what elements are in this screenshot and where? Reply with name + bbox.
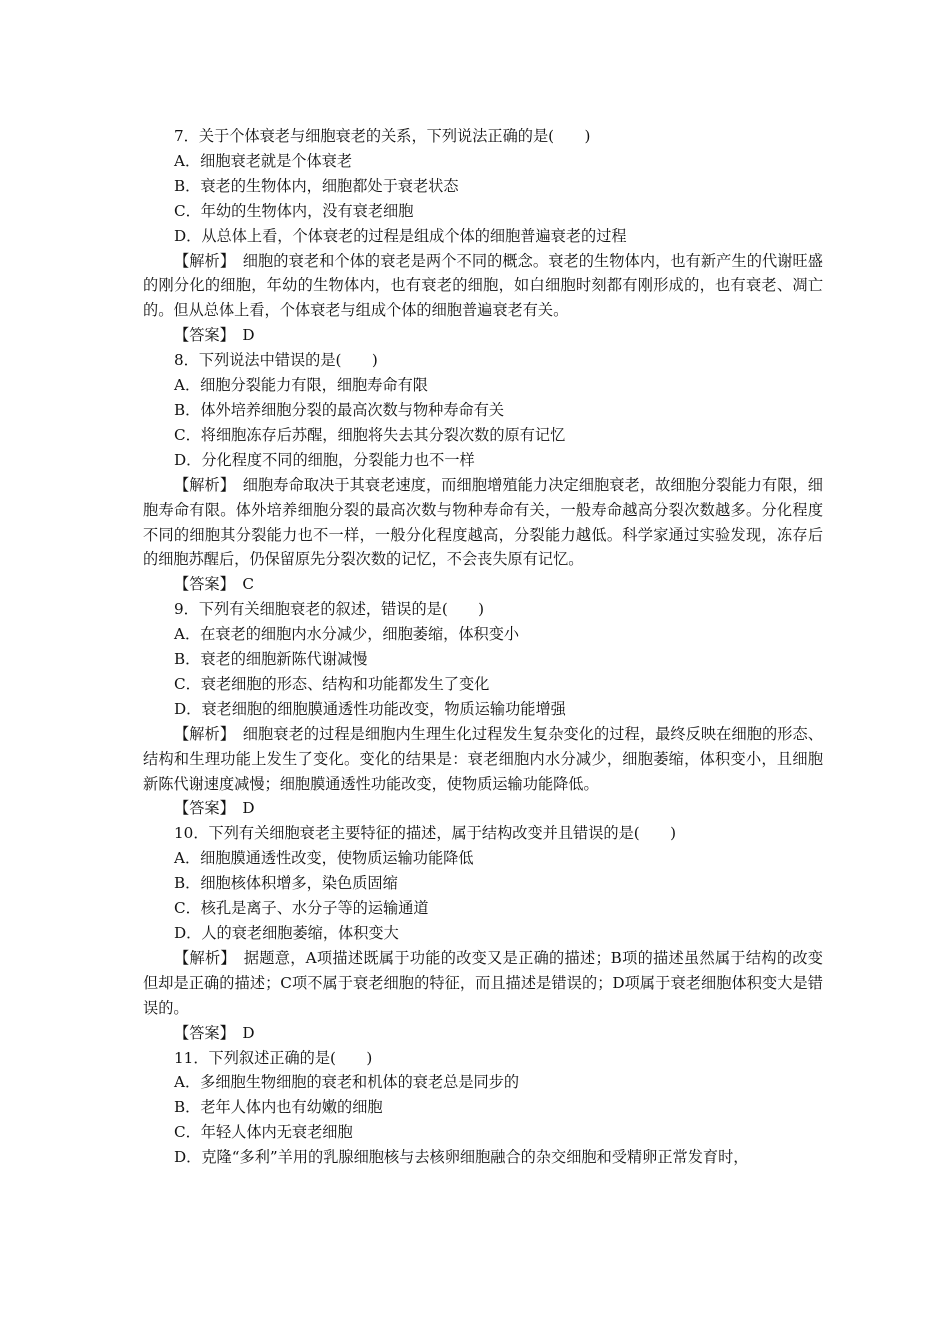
option-a: A．细胞膜通透性改变，使物质运输功能降低 (174, 849, 474, 868)
option-b: B．细胞核体积增多，染色质固缩 (174, 874, 398, 893)
question-stem: 9．下列有关细胞衰老的叙述，错误的是( ) (174, 600, 485, 619)
option-a: A．细胞分裂能力有限，细胞寿命有限 (174, 376, 428, 395)
option-a: A．细胞衰老就是个体衰老 (174, 151, 353, 170)
option-b: B．衰老的细胞新陈代谢减慢 (174, 650, 368, 669)
option-c: C．核孔是离子、水分子等的运输通道 (174, 899, 429, 918)
option-b: B．体外培养细胞分裂的最高次数与物种寿命有关 (174, 400, 505, 419)
question-9 (143, 597, 823, 821)
option-a: A．多细胞生物细胞的衰老和机体的衰老总是同步的 (174, 1073, 520, 1092)
option-d: D．衰老细胞的细胞膜通透性功能改变，物质运输功能增强 (174, 699, 566, 718)
analysis: 【解析】 据题意，A项描述既属于功能的改变又是正确的描述；B项的描述虽然属于结构的改变但却是正确的描述；C项不属于衰老细胞的特征，而且描述是错误的；D项属于衰老细胞体积变大是错误的。 (143, 948, 823, 1017)
answer: 【答案】 D (174, 1023, 255, 1042)
option-d: D．人的衰老细胞萎缩，体积变大 (174, 924, 399, 942)
option-c: C．年轻人体内无衰老细胞 (174, 1123, 353, 1142)
analysis: 【解析】 细胞寿命取决于其衰老速度，而细胞增殖能力决定细胞衰老，故细胞分裂能力有限，细胞寿命有限。体外培养细胞分裂的最高次数与物种寿命有关，一般寿命越高分裂次数越多。分化程度不同的细胞其分裂能力也不一样，一般分化程度越高，分裂能力越低。科学家通过实验发现，冻存后的细胞苏醒后，仍保留原先分裂次数的记忆，不会丧失原有记忆。 (143, 475, 823, 569)
analysis: 【解析】 细胞衰老的过程是细胞内生理生化过程发生复杂变化的过程，最终反映在细胞的形态、结构和生理功能上发生了变化。变化的结果是：衰老细胞内水分减少，细胞萎缩，体积变小，且细胞新陈代谢速度减慢；细胞膜通透性功能改变，使物质运输功能降低。 (143, 724, 823, 793)
answer: 【答案】 D (174, 326, 255, 345)
question-7 (143, 124, 823, 348)
option-c: C．衰老细胞的形态、结构和功能都发生了变化 (174, 674, 490, 693)
question-stem: 8．下列说法中错误的是( ) (174, 351, 378, 370)
document-page (143, 124, 823, 1170)
question-8 (143, 348, 823, 597)
question-stem: 7．关于个体衰老与细胞衰老的关系，下列说法正确的是( ) (174, 127, 591, 145)
option-a: A．在衰老的细胞内水分减少，细胞萎缩，体积变小 (174, 625, 520, 644)
question-10 (143, 821, 823, 1045)
option-c: C．将细胞冻存后苏醒，细胞将失去其分裂次数的原有记忆 (174, 425, 566, 444)
answer: 【答案】 C (174, 575, 254, 594)
answer: 【答案】 D (174, 799, 255, 818)
option-c: C．年幼的生物体内，没有衰老细胞 (174, 201, 414, 220)
option-d: D．分化程度不同的细胞，分裂能力也不一样 (174, 450, 475, 469)
option-d: D．克隆“多利”羊用的乳腺细胞核与去核卵细胞融合的杂交细胞和受精卵正常发育时， (174, 1148, 749, 1167)
option-d: D．从总体上看，个体衰老的过程是组成个体的细胞普遍衰老的过程 (174, 226, 627, 245)
question-stem: 11．下列叙述正确的是( ) (174, 1048, 373, 1067)
option-b: B．衰老的生物体内，细胞都处于衰老状态 (174, 176, 459, 195)
question-stem: 10．下列有关细胞衰老主要特征的描述，属于结构改变并且错误的是( ) (174, 824, 676, 843)
option-b: B．老年人体内也有幼嫩的细胞 (174, 1098, 383, 1117)
question-11 (143, 1046, 823, 1171)
analysis: 【解析】 细胞的衰老和个体的衰老是两个不同的概念。衰老的生物体内，也有新产生的代谢旺盛的刚分化的细胞，年幼的生物体内，也有衰老的细胞，如白细胞时刻都有刚形成的，也有衰老、凋亡的。但从总体上看，个体衰老与组成个体的细胞普遍衰老有关。 (143, 251, 823, 320)
